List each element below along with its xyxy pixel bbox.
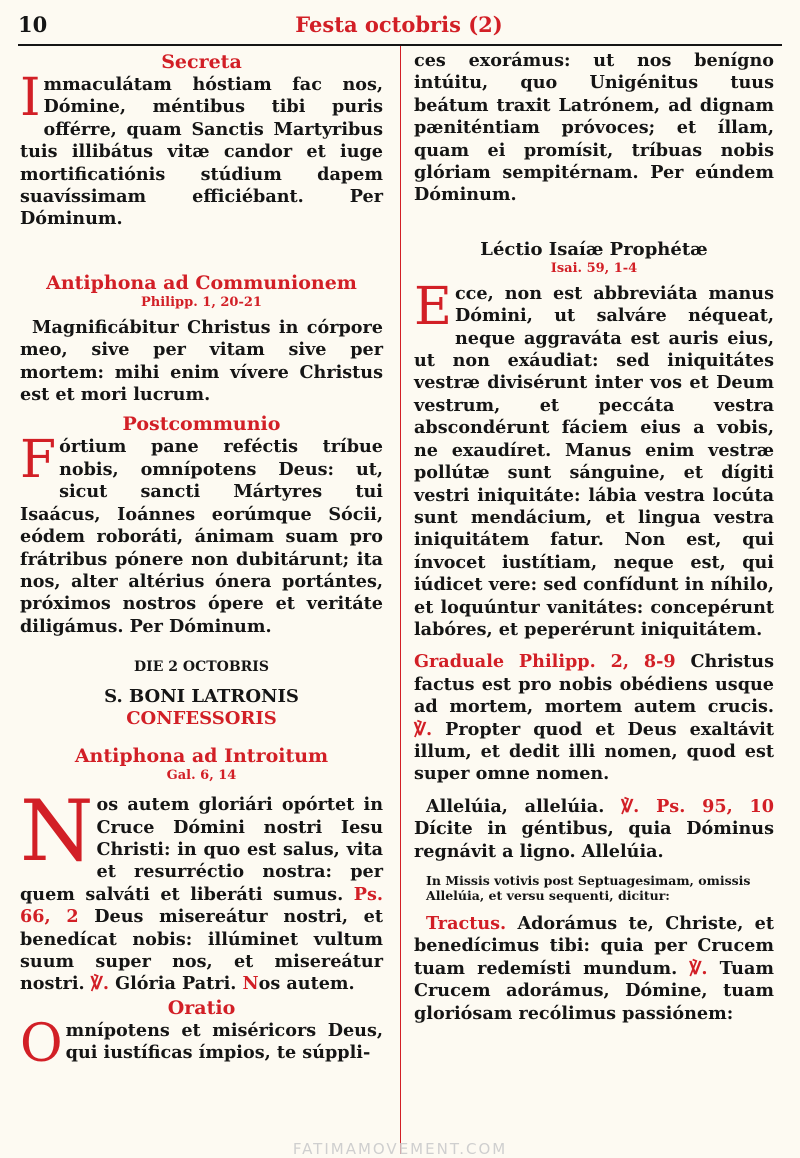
tract-text: Tractus. Adorámus te, Christe, et benedícimus tibi: quia per Crucem tuam redemísti mundum. ℣. Tuam Crucem adorámus, Dómine, tuam gloriósam recólimus passiónem: — [414, 913, 774, 1024]
lesson-heading: Léctio Isaíæ Prophétæ — [480, 238, 708, 260]
alleluia-text: Allelúia, allelúia. ℣. Ps. 95, 10 Dícite in géntibus, quia Dóminus regnávit a ligno. Allelúia. — [414, 795, 774, 862]
page-number: 10 — [18, 12, 48, 37]
saint-title: CONFESSORIS — [126, 708, 277, 730]
communion-reference: Philipp. 1, 20-21 — [141, 294, 262, 310]
page-header — [18, 10, 780, 40]
lesson-text: Ecce, non est abbreviáta manus Dómini, ut salváre néqueat, neque aggraváta est auris eius, ut non exáudiat: sed iniquitátes vestræ divisérunt inter vos et Deum vestrum, et peccáta vestra abscondérunt fáciem eius a vobis, ne exaudíret. Manus enim vestræ pollútæ sunt sánguine, et dígiti vestri iniquitáte: lábia vestra locúta sunt mendácium, et lingua vestra iniquitátem fatur. Non est, qui ínvocet iustítiam, neque est, qui iúdicet vere: sed confídunt in níhilo, et loquúntur vanitátes: concepérunt labóres, et peperérunt iniquitátem. — [414, 276, 774, 640]
introit-text: Nos autem gloriári opórtet in Cruce Dómini nostri Iesu Christi: in quo est salus, vita et resurréctio nostra: per quem salváti et liberáti sumus. Ps. 66, 2 Deus misereátur nostri, et benedícat nobis: illúminet vultum suum super nos, et misereátur nostri. ℣. Glória Patri. Nos autem. — [20, 782, 383, 995]
gradual-label: Graduale Philipp. 2, 8-9 — [414, 651, 676, 673]
postcommunio-heading: Postcommunio — [122, 413, 281, 436]
oratio-text: Omnípotens et miséricors Deus, qui iustíficas ímpios, te súppli- — [20, 1013, 383, 1074]
running-title: Festa octobris (2) — [295, 12, 503, 37]
postcommunio-text: Fórtium pane reféctis tríbue nobis, omnípotens Deus: ut, sicut sancti Mártyres tui Isaácus, Ioánnes eorúmque Sócii, eódem roboráti, ánimam suam pro frátribus pónere non dubitárunt; ita nos, alter altérius ónera portántes, próximos nostros ópere et veritáte diligámus. Per Dóminum. — [20, 430, 383, 637]
date-line: DIE 2 OCTOBRIS — [134, 659, 269, 676]
communion-heading: Antiphona ad Communionem — [46, 271, 357, 294]
secreta-heading: Secreta — [161, 51, 242, 73]
watermark: FATIMAMOVEMENT.COM — [292, 1140, 508, 1158]
drop-cap-f: F — [20, 430, 57, 491]
tract-label: Tractus. — [426, 913, 507, 934]
alleluia-psalm-ref: Ps. 95, 10 — [656, 795, 774, 817]
column-divider — [400, 46, 401, 1154]
saint-name: S. BONI LATRONIS — [104, 686, 299, 708]
versicle-symbol: ℣. — [90, 973, 109, 995]
drop-cap-o: O — [20, 1013, 63, 1074]
secreta-text: Immaculátam hóstiam fac nos, Dómine, méntibus tibi puris offérre, quam Sanctis Martyribus tuis illibátus vitæ candor et iuge mortificatiónis stúdium dapem suavíssimam efficiébant. Per Dóminum. — [20, 68, 383, 230]
gradual-text: Graduale Philipp. 2, 8-9 Christus factus est pro nobis obédiens usque ad mortem, mortem autem crucis. ℣. Propter quod et Deus exaltávit illum, et dedit illi nomen, quod est super omne nomen. — [414, 651, 774, 785]
communion-text: Magnificábitur Christus in córpore meo, sive per vitam sive per mortem: mihi enim vívere Christus est et mori lucrum. — [20, 316, 383, 406]
right-column — [414, 50, 774, 1025]
oratio-heading: Oratio — [167, 996, 236, 1019]
introit-heading: Antiphona ad Introitum — [74, 745, 329, 768]
drop-cap-i: I — [20, 68, 41, 128]
left-column — [20, 50, 383, 1074]
drop-cap-e: E — [414, 276, 452, 337]
oratio-continued: ces exorámus: ut nos benígno intúitu, quo Unigénitus tuus beátum traxit Latrónem, ad dignam pæniténtiam próvoces; et íllam, quam ei promísit, tríbuas nobis glóriam sempitérnam. Per eúndem Dóminum. — [414, 50, 774, 206]
lesson-reference: Isai. 59, 1-4 — [550, 260, 638, 276]
rubric-note: In Missis votivis post Septuagesimam, omissis Allelúia, et versu sequenti, dicitur: — [426, 873, 751, 903]
introit-psalm-ref: Ps. 66, 2 — [20, 883, 383, 928]
introit-reference: Gal. 6, 14 — [166, 768, 237, 784]
drop-cap-n: N — [20, 782, 94, 881]
